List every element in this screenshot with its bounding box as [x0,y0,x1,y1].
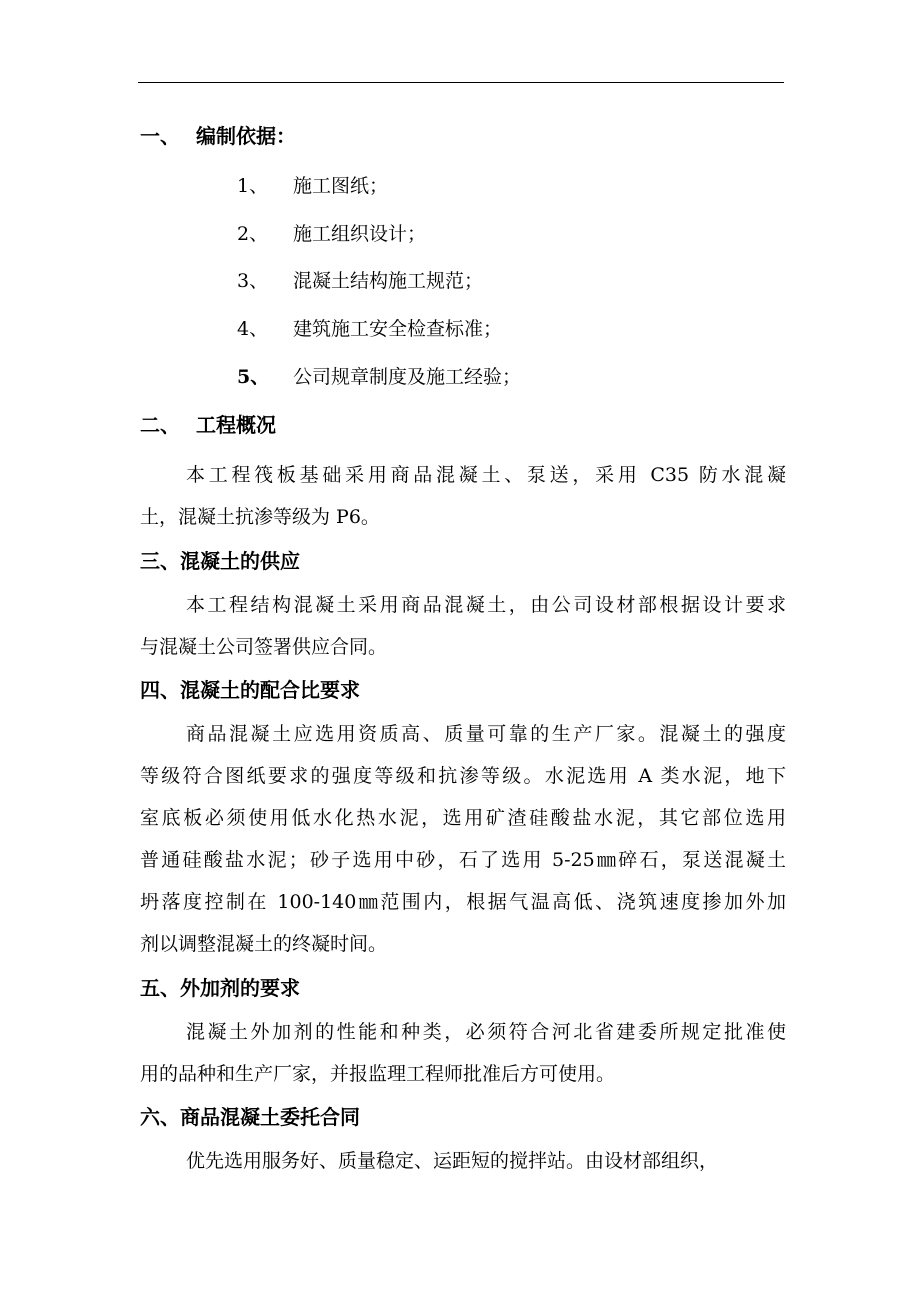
list-item-text: 建筑施工安全检查标准； [293,318,503,340]
section-paragraph [140,1011,786,1095]
list-item [237,267,483,295]
paragraph-line: 等级符合图纸要求的强度等级和抗渗等级。水泥选用 A 类水泥，地下 [140,765,786,787]
paragraph-line: 优先选用服务好、质量稳定、运距短的搅拌站。由设材部组织， [186,1150,719,1172]
paragraph-line: 室底板必须使用低水化热水泥，选用矿渣硅酸盐水泥，其它部位选用 [140,807,786,829]
section-title: 混凝土的供应 [180,549,300,573]
section-heading-4 [140,676,360,704]
section-title: 工程概况 [196,413,276,437]
section-heading-2 [140,411,276,439]
list-item-text: 公司规章制度及施工经验； [293,366,522,388]
section-heading-3 [140,547,300,575]
section-number: 二、 [140,413,180,437]
section-paragraph [140,454,786,538]
paragraph-line: 本工程结构混凝土采用商品混凝土，由公司设材部根据设计要求 [186,594,786,616]
list-item-number: 4、 [237,318,269,340]
list-item [237,315,502,343]
paragraph-line: 普通硅酸盐水泥；砂子选用中砂，石了选用 5-25㎜碎石，泵送混凝土 [140,849,786,871]
list-item-number: 2、 [237,223,269,245]
paragraph-line: 本工程筏板基础采用商品混凝土、泵送，采用 C35 防水混凝 [186,464,786,486]
section-heading-6 [140,1103,360,1131]
list-item [237,220,426,248]
section-number: 六、 [140,1105,180,1129]
section-number: 四、 [140,678,180,702]
section-heading-5 [140,974,300,1002]
list-item-number: 1、 [237,175,269,197]
paragraph-line: 与混凝土公司签署供应合同。 [140,636,388,658]
section-paragraph [140,713,786,965]
list-item-number: 3、 [237,270,269,292]
list-item-text: 混凝土结构施工规范； [293,270,484,292]
list-item-text: 施工图纸； [293,175,389,197]
paragraph-line: 剂以调整混凝土的终凝时间。 [140,933,388,955]
section-number: 三、 [140,549,180,573]
paragraph-line: 用的品种和生产厂家，并报监理工程师批准后方可使用。 [140,1063,616,1085]
paragraph-line: 坍落度控制在 100-140㎜范围内，根据气温高低、浇筑速度掺加外加 [140,891,786,913]
header-rule [138,82,784,83]
paragraph-line: 混凝土外加剂的性能和种类，必须符合河北省建委所规定批准使 [186,1021,786,1043]
list-item-text: 施工组织设计； [293,223,427,245]
section-number: 五、 [140,976,180,1000]
list-item-number: 5、 [237,366,270,388]
paragraph-line: 商品混凝土应选用资质高、质量可靠的生产厂家。混凝土的强度 [186,723,786,745]
paragraph-line: 土，混凝土抗渗等级为 P6。 [140,506,380,528]
section-paragraph [140,1140,786,1182]
section-title: 混凝土的配合比要求 [180,678,360,702]
section-title: 编制依据： [196,124,296,148]
list-item [237,172,388,200]
section-title: 商品混凝土委托合同 [180,1105,360,1129]
section-number: 一、 [140,124,180,148]
section-paragraph [140,584,786,668]
section-heading-1 [140,122,296,150]
section-title: 外加剂的要求 [180,976,300,1000]
list-item [237,363,521,391]
